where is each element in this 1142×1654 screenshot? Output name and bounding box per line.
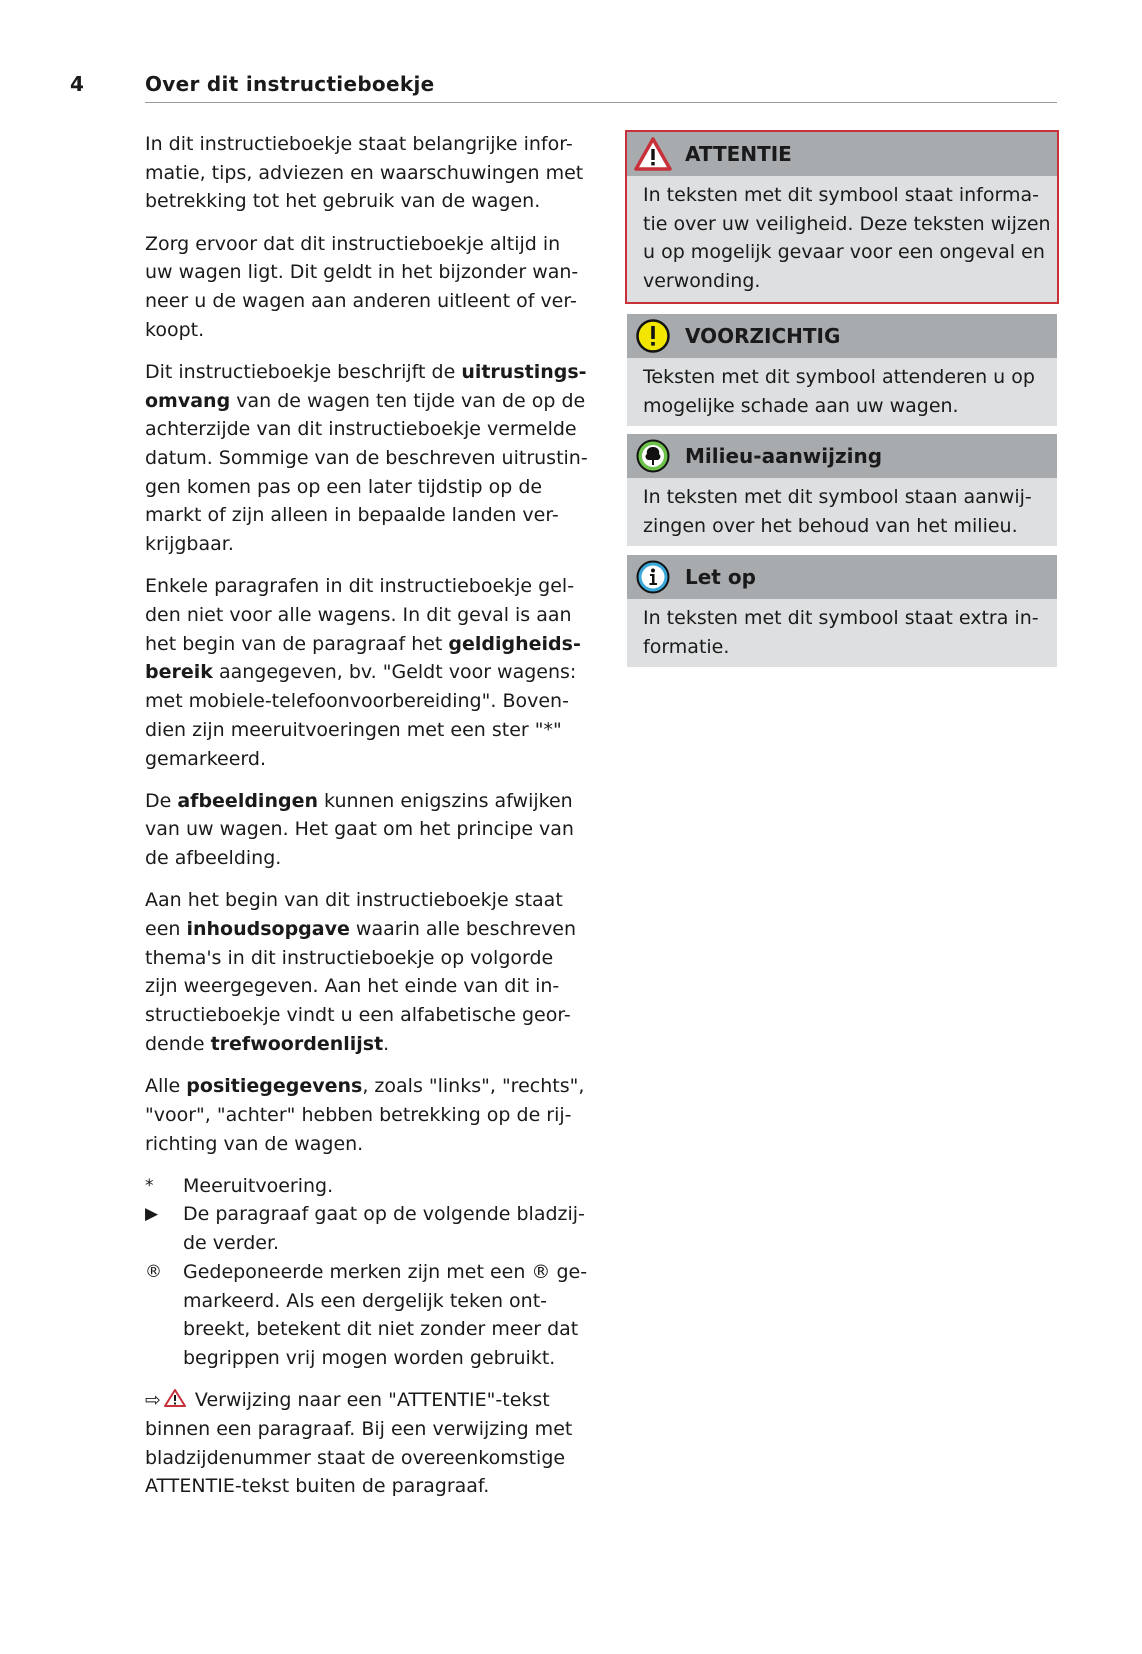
text-segment: achterzijde van dit instructieboekje vermelde (145, 418, 577, 441)
text-line (145, 716, 585, 745)
text-line (145, 1101, 585, 1130)
info-icon (633, 557, 673, 597)
text-segment: van de wagen ten tijde van de op de (230, 389, 586, 412)
text-segment: Dit instructieboekje beschrijft de (145, 360, 462, 383)
text-line (145, 1001, 585, 1030)
text-line (145, 787, 585, 816)
text-line (145, 187, 585, 216)
legend-text (183, 1172, 333, 1201)
text-line: De paragraaf gaat op de volgende bladzij- (183, 1203, 585, 1226)
text-line (145, 130, 585, 159)
caution-exclamation-icon (633, 316, 673, 356)
text-segment: Alle (145, 1075, 187, 1098)
text-segment: markt of zijn alleen in bepaalde landen ver- (145, 504, 559, 527)
bold-text: positiegegevens (186, 1075, 363, 1098)
text-line (145, 1072, 585, 1101)
header-divider (145, 102, 1057, 103)
text-line (145, 530, 585, 559)
text-line (145, 230, 585, 259)
bold-text: uitrustings- (461, 360, 587, 383)
box-title: ATTENTIE (685, 142, 792, 166)
legend-item (145, 1172, 585, 1201)
text-segment: "voor", "achter" hebben betrekking op de rij- (145, 1103, 572, 1126)
text-segment: koopt. (145, 318, 205, 341)
page-title: Over dit instructieboekje (145, 72, 435, 96)
box-title: Let op (685, 565, 756, 589)
text-line (145, 886, 585, 915)
text-segment: gemarkeerd. (145, 747, 266, 770)
legend-symbol: ▶ (145, 1204, 159, 1225)
text-line: In teksten met dit symbool staat informa- (643, 184, 1039, 206)
legend-item (145, 1258, 588, 1373)
text-line: begrippen vrij mogen worden gebruikt. (183, 1346, 556, 1369)
text-line (145, 1444, 585, 1473)
text-segment: ATTENTIE-tekst buiten de paragraaf. (145, 1475, 490, 1498)
text-line (145, 972, 585, 1001)
legend-item (145, 1200, 585, 1257)
text-line (145, 572, 585, 601)
text-line: de verder. (183, 1232, 280, 1255)
text-line: u op mogelijk gevaar voor een ongeval en (643, 241, 1045, 264)
text-segment: kunnen enigszins afwijken (318, 789, 573, 812)
text-line: verwonding. (643, 270, 761, 293)
bold-text: inhoudsopgave (186, 918, 350, 941)
text-line (145, 501, 585, 530)
text-line (145, 1415, 585, 1444)
text-line (145, 1030, 585, 1059)
text-segment: Verwijzing naar een "ATTENTIE"-tekst (194, 1389, 550, 1412)
box-body (627, 599, 1057, 667)
text-segment: dende (145, 1032, 211, 1055)
symbol-legend (145, 1172, 588, 1373)
text-segment: zijn weergegeven. Aan het einde van dit in- (145, 975, 560, 998)
text-line (145, 444, 588, 473)
text-segment: uw wagen ligt. Dit geldt in het bijzonder wan- (145, 261, 579, 284)
paragraph (145, 787, 585, 873)
text-segment: met mobiele-telefoonvoorbereiding". Boven- (145, 690, 569, 713)
text-segment: betrekking tot het gebruik van de wagen. (145, 190, 541, 213)
text-segment: neer u de wagen aan anderen uitleent of ver- (145, 290, 577, 313)
legend-text (183, 1258, 587, 1373)
text-line (145, 473, 585, 502)
text-line: mogelijke schade aan uw wagen. (643, 394, 959, 417)
text-segment: datum. Sommige van de beschreven uitrustin- (145, 447, 588, 470)
left-column (145, 130, 588, 1514)
box-body (627, 176, 1057, 302)
bold-text: bereik (145, 661, 213, 684)
bold-text: afbeeldingen (177, 789, 318, 812)
paragraph (145, 130, 585, 216)
text-segment: De (145, 789, 178, 812)
text-line (145, 601, 585, 630)
text-segment: , zoals "links", "rechts", (362, 1075, 585, 1098)
text-line: zingen over het behoud van het milieu. (643, 514, 1018, 537)
text-segment: krijgbaar. (145, 533, 234, 556)
attentie-reference (145, 1386, 585, 1501)
text-line (145, 944, 585, 973)
bold-text: geldigheids- (448, 632, 581, 655)
text-line: breekt, betekent dit niet zonder meer dat (183, 1318, 579, 1341)
text-segment: structieboekje vindt u een alfabetische geor- (145, 1004, 571, 1027)
text-segment: gen komen pas op een later tijdstip op de (145, 475, 543, 498)
text-segment: aangegeven, bv. "Geldt voor wagens: (212, 661, 577, 684)
arrow-right-icon: ⇨ (145, 1389, 161, 1412)
text-line: tie over uw veiligheid. Deze teksten wijzen (643, 212, 1051, 235)
text-segment: de afbeelding. (145, 847, 282, 870)
box-title: VOORZICHTIG (685, 324, 841, 348)
text-line (145, 658, 585, 687)
text-segment: Aan het begin van dit instructieboekje staat (145, 889, 563, 912)
text-line: Meeruitvoering. (183, 1174, 334, 1197)
box-body (627, 478, 1057, 546)
text-line: Teksten met dit symbool attenderen u op (643, 366, 1035, 388)
box-title: Milieu-aanwijzing (685, 444, 883, 468)
text-segment: binnen een paragraaf. Bij een verwijzing met (145, 1417, 573, 1440)
text-segment: een (145, 918, 187, 941)
text-line (145, 415, 585, 444)
text-segment: Zorg ervoor dat dit instructieboekje altijd in (145, 232, 561, 255)
page-number: 4 (70, 72, 84, 96)
text-segment: matie, tips, adviezen en waarschuwingen met (145, 161, 584, 184)
milieu-box (627, 434, 1057, 546)
paragraph (145, 886, 585, 1058)
text-line: Gedeponeerde merken zijn met een ® ge- (183, 1260, 588, 1283)
text-line (145, 358, 585, 387)
legend-symbol: * (145, 1175, 154, 1196)
text-segment: van uw wagen. Het gaat om het principe van (145, 818, 574, 841)
text-line (145, 287, 585, 316)
bold-text: trefwoordenlijst (210, 1032, 384, 1055)
text-segment: richting van de wagen. (145, 1132, 364, 1155)
paragraph (145, 572, 585, 773)
paragraph (145, 358, 588, 559)
text-line (145, 915, 585, 944)
paragraph (145, 1072, 585, 1158)
text-line (145, 630, 585, 659)
text-segment: bladzijdenummer staat de overeenkomstige (145, 1446, 566, 1469)
text-segment: In dit instructieboekje staat belangrijke infor- (145, 133, 573, 155)
text-line (145, 687, 585, 716)
text-segment: dien zijn meeruitvoeringen met een ster "*" (145, 718, 562, 741)
text-segment: thema's in dit instructieboekje op volgorde (145, 946, 554, 969)
text-line (145, 1386, 585, 1415)
text-segment: den niet voor alle wagens. In dit geval is aan (145, 604, 572, 627)
text-line (145, 1130, 585, 1159)
box-body (627, 358, 1057, 426)
text-line (145, 387, 585, 416)
text-segment: waarin alle beschreven (349, 918, 577, 941)
text-line: formatie. (643, 635, 730, 658)
text-line (145, 745, 585, 774)
text-line (145, 159, 585, 188)
attentie-box (627, 132, 1057, 302)
text-line (145, 815, 585, 844)
text-segment: het begin van de paragraaf het (145, 632, 449, 655)
text-line (145, 258, 585, 287)
text-line (145, 1472, 585, 1501)
warning-triangle-icon (633, 134, 673, 174)
text-line: markeerd. Als een dergelijk teken ont- (183, 1289, 548, 1312)
warning-triangle-icon (161, 1389, 195, 1411)
text-line: In teksten met dit symbool staat extra in- (643, 607, 1039, 629)
text-segment: Enkele paragrafen in dit instructieboekje gel- (145, 575, 575, 598)
environment-tree-icon (633, 436, 673, 476)
legend-text (183, 1200, 585, 1257)
text-line (145, 316, 585, 345)
voorzichtig-box (627, 314, 1057, 426)
text-line: In teksten met dit symbool staan aanwij- (643, 486, 1032, 508)
legend-symbol: ® (145, 1261, 162, 1282)
let-op-box (627, 555, 1057, 667)
paragraph (145, 230, 585, 345)
text-segment: . (383, 1032, 390, 1055)
bold-text: omvang (145, 389, 231, 412)
text-line (145, 844, 585, 873)
